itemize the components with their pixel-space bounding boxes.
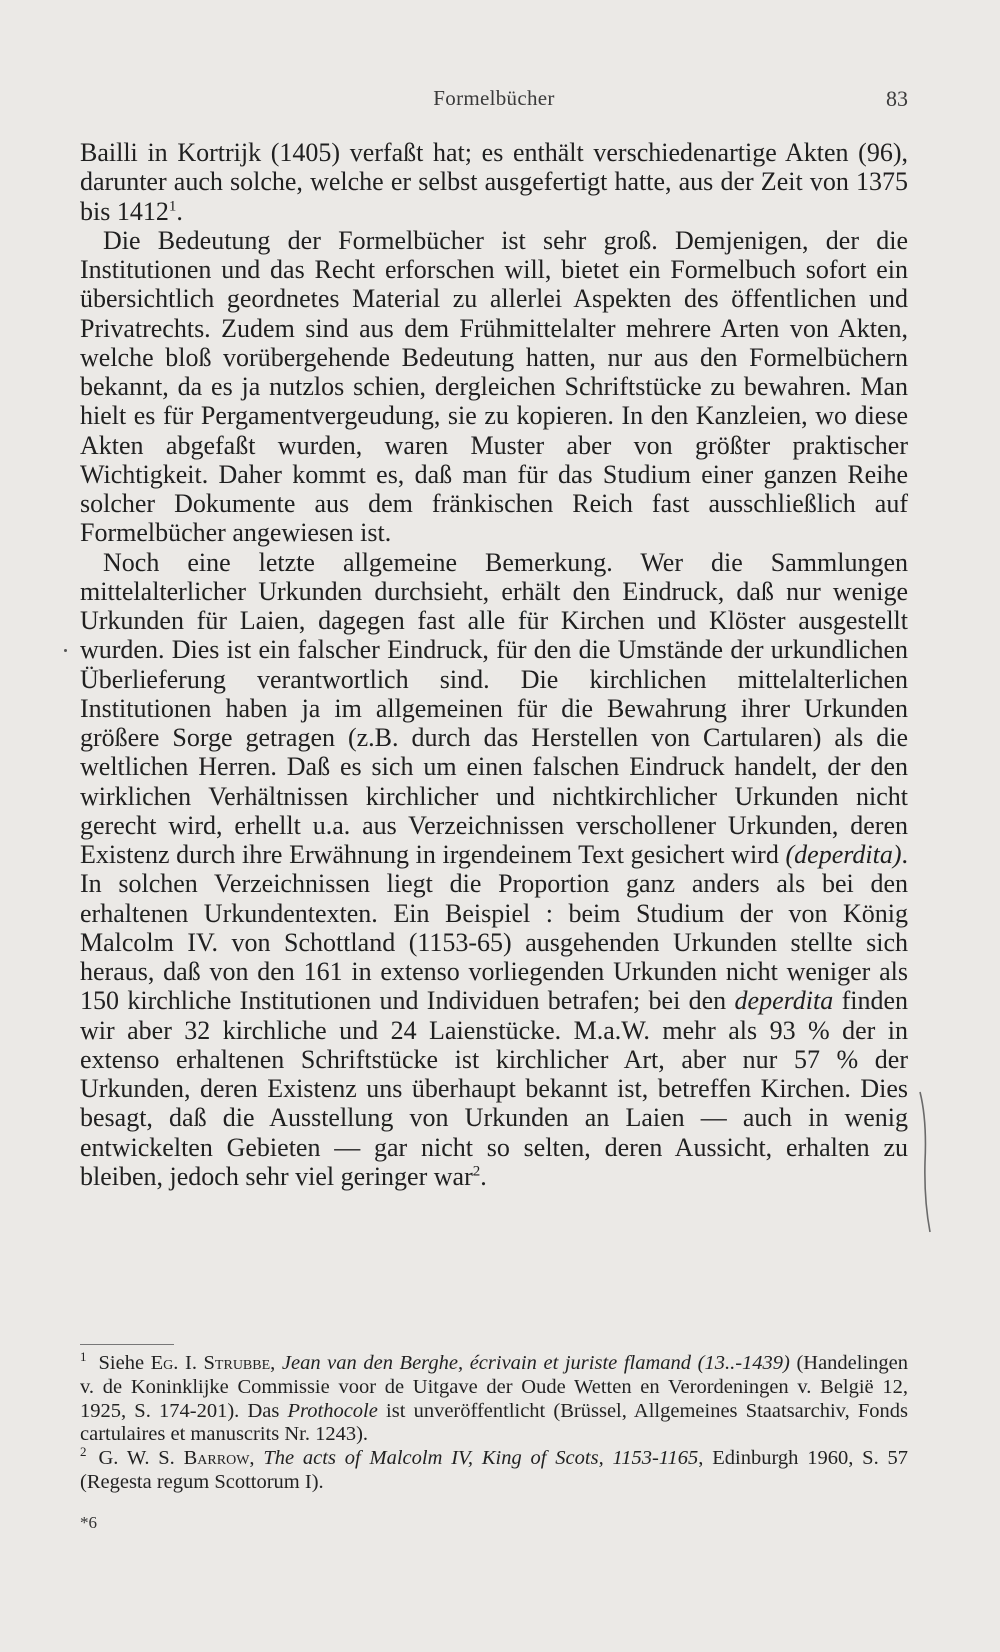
p3-text-b: . In solchen Verzeichnissen liegt die Proportion ganz anders als bei den erhaltenen Urkundentexten. Ein Beispiel : beim Studium der von König Malcolm IV. von Schottland (1153-65) ausgehenden Urkunden stellte sich heraus, daß von den 161 in extenso vorliegenden Urkunden nicht weniger als 150 kirchliche Institutionen und Individuen betrafen; bei den [80,840,908,1016]
margin-bracket-mark [918,1090,934,1234]
footnote-2-mark: 2 [80,1444,87,1460]
main-text [80,138,908,1191]
footnote-ref-2: 2 [472,1163,481,1180]
footnote-ref-1: 1 [168,197,177,214]
footnotes [80,1349,909,1495]
page-header [80,86,908,126]
page-number: 83 [886,86,908,111]
footnote-2 [80,1444,909,1495]
footnote-rule [80,1344,174,1345]
footnote-2-text-b: , [249,1447,264,1470]
footnote-1-mark: 1 [80,1349,87,1365]
p3-text-a: Noch eine letzte allgemeine Bemerkung. Wer die Sammlungen mittelalterlicher Urkunden durchsieht, erhält den Eindruck, daß nur wenige Urkunden für Laien, dagegen fast alle für Kirchen und Klöster ausgestellt wurden. Dies ist ein falscher Eindruck, für den die Umstände der urkundlichen Überlieferung verantwortlich sind. Die kirchlichen mittelalterlichen Institutionen haben ja im allgemeinen für die Bewahrung ihrer Urkunden größere Sorge getragen (z.B. durch das Herstellen von Cartularen) als die weltlichen Herren. Daß es sich um einen falschen Eindruck handelt, der den wirklichen Verhältnissen kirchlicher und nichtkirchlicher Urkunden nicht gerecht wird, erhellt u.a. aus Verzeichnissen verschollener Urkunden, deren Existenz durch ihre Erwähnung in irgendeinem Text gesichert wird [80,547,908,869]
paragraph-2: Die Bedeutung der Formelbücher ist sehr groß. Demjenigen, der die Institutionen und das Recht erforschen will, bietet ein Formelbuch sofort ein übersichtlich geordnetes Material zu allerlei Aspekten des öffentlichen und Privatrechts. Zudem sind aus dem Frühmittelalter mehrere Arten von Akten, welche bloß vorübergehende Bedeutung hatten, nur aus den Formelbüchern bekannt, da es ja nutzlos schien, dergleichen Schriftstücke zu bewahren. Man hielt es für Pergamentvergeudung, sie zu kopieren. In den Kanzleien, wo diese Akten abgefaßt wurden, waren Muster aber von größter praktischer Wichtigkeit. Daher kommt es, daß man für das Studium einer ganzen Reihe solcher Dokumente aus dem fränkischen Reich fast ausschließlich auf Formelbücher angewiesen ist. [80,225,908,548]
p3-italic-deperdita: (deperdita) [785,840,902,869]
footnote-2-author: G. W. S. Barrow [98,1447,250,1470]
p1-end: . [176,196,183,226]
printer-signature: *6 [80,1513,97,1532]
footnote-2-title: The acts of Malcolm IV, King of Scots, 1153-1165 [263,1447,699,1470]
footnote-1-author: Eg. I. Strubbe [150,1352,271,1374]
footnote-2-text-c: , Edinburgh 1960, S. 57 (Regesta regum Scottorum I). [80,1447,909,1493]
footnote-1-text-b: , [270,1352,282,1374]
footnote-1-text-a: Siehe [98,1352,151,1374]
paragraph-3 [80,548,908,1192]
footnote-1-title: Jean van den Berghe, écrivain et juriste flamand (13..-1439) [281,1352,790,1374]
p3-italic-deperdita-2: deperdita [734,986,834,1016]
paragraph-1 [80,138,908,226]
footnote-1-italic: Prothocole [287,1399,378,1422]
margin-speck [64,649,67,652]
footnote-1 [80,1349,909,1447]
p1-text: Bailli in Kortrijk (1405) verfaßt hat; es enthält verschiedenartige Akten (96), darunter auch solche, welche er selbst ausgefertigt hatte, aus der Zeit von 1375 bis 1412 [80,138,908,226]
running-title: Formelbücher [433,86,555,110]
footnote-1-text-d: ist unveröffentlicht (Brüssel, Allgemeines Staatsarchiv, Fonds cartulaires et manuscrits Nr. 1243). [80,1399,908,1446]
p3-text-c: finden wir aber 32 kirchliche und 24 Laienstücke. M.a.W. mehr als 93 % der in extenso erhaltenen Schriftstücke ist kirchlicher Art, aber nur 57 % der Urkunden, deren Existenz uns überhaupt bekannt ist, betreffen Kirchen. Dies besagt, daß die Ausstellung von Urkunden an Laien — auch in wenig entwickelten Gebieten — gar nicht so selten, deren Aussicht, erhalten zu bleiben, jedoch sehr viel geringer war [80,986,909,1191]
p3-end: . [480,1161,487,1191]
footnote-1-text-c: (Handelingen v. de Koninklijke Commissie voor de Uitgave der Oude Wetten en Verordeningen v. België 12, 1925, S. 174-201). Das [80,1352,909,1422]
